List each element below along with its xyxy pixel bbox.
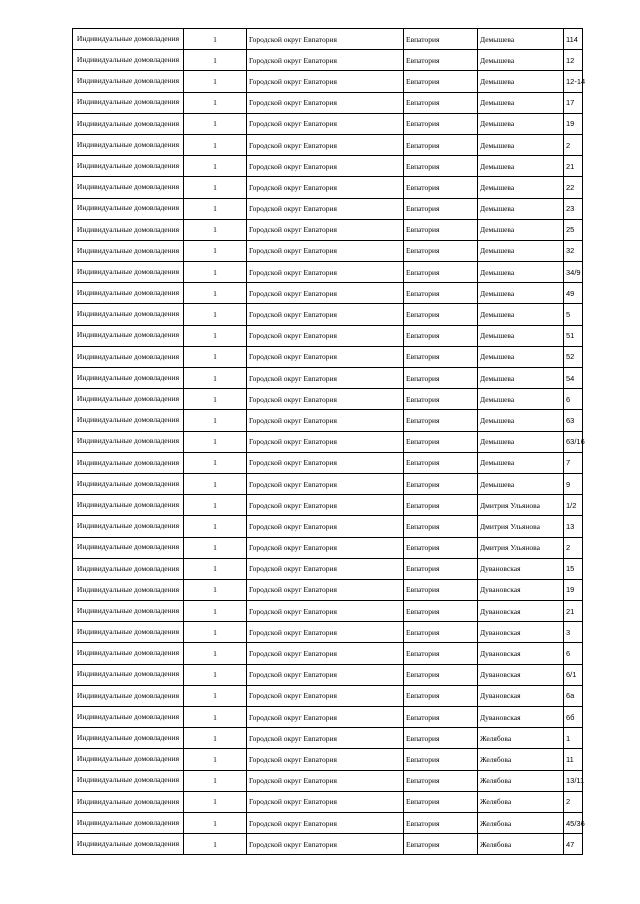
- district-cell: Городской округ Евпатория: [247, 283, 404, 304]
- count-cell: 1: [184, 240, 247, 261]
- city-cell: Евпатория: [404, 685, 478, 706]
- table-row: [73, 558, 583, 579]
- count-cell: 1: [184, 325, 247, 346]
- city-cell: Евпатория: [404, 410, 478, 431]
- table-row: [73, 325, 583, 346]
- city-cell: Евпатория: [404, 198, 478, 219]
- house-number-cell: 7: [564, 452, 583, 473]
- count-cell: 1: [184, 495, 247, 516]
- building-type-cell: Индивидуальные домовладения: [73, 601, 184, 622]
- house-number-cell: 52: [564, 346, 583, 367]
- table-row: [73, 601, 583, 622]
- table-body: [73, 29, 586, 855]
- count-cell: 1: [184, 262, 247, 283]
- street-cell: Дувановская: [478, 601, 564, 622]
- street-cell: Желябова: [478, 834, 564, 855]
- city-cell: Евпатория: [404, 495, 478, 516]
- count-cell: 1: [184, 707, 247, 728]
- house-number-cell: 19: [564, 579, 583, 600]
- district-cell: Городской округ Евпатория: [247, 749, 404, 770]
- city-cell: Евпатория: [404, 579, 478, 600]
- count-cell: 1: [184, 50, 247, 71]
- street-cell: Демышева: [478, 92, 564, 113]
- count-cell: 1: [184, 368, 247, 389]
- table-row: [73, 770, 583, 791]
- building-type-cell: Индивидуальные домовладения: [73, 156, 184, 177]
- district-cell: Городской округ Евпатория: [247, 431, 404, 452]
- table-row: [73, 113, 583, 134]
- district-cell: Городской округ Евпатория: [247, 643, 404, 664]
- district-cell: Городской округ Евпатория: [247, 834, 404, 855]
- building-type-cell: Индивидуальные домовладения: [73, 664, 184, 685]
- house-number-cell: 15: [564, 558, 583, 579]
- building-type-cell: Индивидуальные домовладения: [73, 685, 184, 706]
- city-cell: Евпатория: [404, 601, 478, 622]
- building-type-cell: Индивидуальные домовладения: [73, 240, 184, 261]
- district-cell: Городской округ Евпатория: [247, 113, 404, 134]
- city-cell: Евпатория: [404, 368, 478, 389]
- house-number-cell: 45/36: [564, 812, 583, 833]
- building-type-cell: Индивидуальные домовладения: [73, 325, 184, 346]
- city-cell: Евпатория: [404, 452, 478, 473]
- street-cell: Дмитрия Ульянова: [478, 516, 564, 537]
- street-cell: Демышева: [478, 346, 564, 367]
- table-row: [73, 834, 583, 855]
- house-number-cell: 6: [564, 643, 583, 664]
- street-cell: Демышева: [478, 134, 564, 155]
- table-row: [73, 177, 583, 198]
- count-cell: 1: [184, 791, 247, 812]
- city-cell: Евпатория: [404, 134, 478, 155]
- table-row: [73, 685, 583, 706]
- count-cell: 1: [184, 728, 247, 749]
- district-cell: Городской округ Евпатория: [247, 516, 404, 537]
- house-number-cell: 22: [564, 177, 583, 198]
- count-cell: 1: [184, 71, 247, 92]
- street-cell: Желябова: [478, 770, 564, 791]
- street-cell: Дувановская: [478, 579, 564, 600]
- street-cell: Дувановская: [478, 707, 564, 728]
- house-number-cell: 13: [564, 516, 583, 537]
- building-type-cell: Индивидуальные домовладения: [73, 537, 184, 558]
- count-cell: 1: [184, 643, 247, 664]
- table-row: [73, 71, 583, 92]
- building-type-cell: Индивидуальные домовладения: [73, 707, 184, 728]
- city-cell: Евпатория: [404, 219, 478, 240]
- house-number-cell: 11: [564, 749, 583, 770]
- street-cell: Дувановская: [478, 664, 564, 685]
- count-cell: 1: [184, 812, 247, 833]
- district-cell: Городской округ Евпатория: [247, 304, 404, 325]
- street-cell: Демышева: [478, 177, 564, 198]
- house-number-cell: 114: [564, 29, 583, 50]
- building-type-cell: Индивидуальные домовладения: [73, 473, 184, 494]
- count-cell: 1: [184, 834, 247, 855]
- street-cell: Демышева: [478, 431, 564, 452]
- count-cell: 1: [184, 92, 247, 113]
- count-cell: 1: [184, 537, 247, 558]
- city-cell: Евпатория: [404, 50, 478, 71]
- house-number-cell: 19: [564, 113, 583, 134]
- street-cell: Демышева: [478, 262, 564, 283]
- city-cell: Евпатория: [404, 770, 478, 791]
- building-type-cell: Индивидуальные домовладения: [73, 812, 184, 833]
- house-number-cell: 13/11: [564, 770, 583, 791]
- building-type-cell: Индивидуальные домовладения: [73, 198, 184, 219]
- count-cell: 1: [184, 558, 247, 579]
- city-cell: Евпатория: [404, 749, 478, 770]
- city-cell: Евпатория: [404, 71, 478, 92]
- building-type-cell: Индивидуальные домовладения: [73, 29, 184, 50]
- table-row: [73, 134, 583, 155]
- city-cell: Евпатория: [404, 177, 478, 198]
- street-cell: Демышева: [478, 389, 564, 410]
- building-type-cell: Индивидуальные домовладения: [73, 579, 184, 600]
- street-cell: Дувановская: [478, 558, 564, 579]
- building-type-cell: Индивидуальные домовладения: [73, 113, 184, 134]
- street-cell: Дувановская: [478, 685, 564, 706]
- building-type-cell: Индивидуальные домовладения: [73, 368, 184, 389]
- count-cell: 1: [184, 219, 247, 240]
- street-cell: Демышева: [478, 113, 564, 134]
- building-type-cell: Индивидуальные домовладения: [73, 304, 184, 325]
- district-cell: Городской округ Евпатория: [247, 812, 404, 833]
- city-cell: Евпатория: [404, 812, 478, 833]
- count-cell: 1: [184, 346, 247, 367]
- street-cell: Дмитрия Ульянова: [478, 537, 564, 558]
- count-cell: 1: [184, 431, 247, 452]
- building-type-cell: Индивидуальные домовладения: [73, 389, 184, 410]
- house-number-cell: 51: [564, 325, 583, 346]
- city-cell: Евпатория: [404, 791, 478, 812]
- street-cell: Демышева: [478, 29, 564, 50]
- house-number-cell: 6/1: [564, 664, 583, 685]
- table-row: [73, 579, 583, 600]
- house-number-cell: 34/9: [564, 262, 583, 283]
- count-cell: 1: [184, 29, 247, 50]
- district-cell: Городской округ Евпатория: [247, 664, 404, 685]
- count-cell: 1: [184, 664, 247, 685]
- house-number-cell: 2: [564, 134, 583, 155]
- building-type-cell: Индивидуальные домовладения: [73, 622, 184, 643]
- district-cell: Городской округ Евпатория: [247, 346, 404, 367]
- district-cell: Городской округ Евпатория: [247, 198, 404, 219]
- table-row: [73, 92, 583, 113]
- house-number-cell: 21: [564, 601, 583, 622]
- city-cell: Евпатория: [404, 664, 478, 685]
- table-row: [73, 537, 583, 558]
- district-cell: Городской округ Евпатория: [247, 240, 404, 261]
- district-cell: Городской округ Евпатория: [247, 92, 404, 113]
- city-cell: Евпатория: [404, 262, 478, 283]
- building-type-cell: Индивидуальные домовладения: [73, 495, 184, 516]
- house-number-cell: 5: [564, 304, 583, 325]
- building-type-cell: Индивидуальные домовладения: [73, 177, 184, 198]
- count-cell: 1: [184, 177, 247, 198]
- count-cell: 1: [184, 410, 247, 431]
- table-row: [73, 29, 583, 50]
- city-cell: Евпатория: [404, 516, 478, 537]
- house-number-cell: 2: [564, 791, 583, 812]
- street-cell: Дмитрия Ульянова: [478, 495, 564, 516]
- building-type-cell: Индивидуальные домовладения: [73, 749, 184, 770]
- district-cell: Городской округ Евпатория: [247, 50, 404, 71]
- table-row: [73, 198, 583, 219]
- street-cell: Желябова: [478, 749, 564, 770]
- street-cell: Демышева: [478, 452, 564, 473]
- count-cell: 1: [184, 452, 247, 473]
- table-row: [73, 50, 583, 71]
- house-number-cell: 6б: [564, 707, 583, 728]
- building-type-cell: Индивидуальные домовладения: [73, 283, 184, 304]
- street-cell: Демышева: [478, 156, 564, 177]
- count-cell: 1: [184, 749, 247, 770]
- street-cell: Дувановская: [478, 622, 564, 643]
- building-type-cell: Индивидуальные домовладения: [73, 558, 184, 579]
- count-cell: 1: [184, 389, 247, 410]
- table-row: [73, 262, 583, 283]
- district-cell: Городской округ Евпатория: [247, 71, 404, 92]
- street-cell: Демышева: [478, 219, 564, 240]
- city-cell: Евпатория: [404, 558, 478, 579]
- district-cell: Городской округ Евпатория: [247, 537, 404, 558]
- building-type-cell: Индивидуальные домовладения: [73, 262, 184, 283]
- building-type-cell: Индивидуальные домовладения: [73, 410, 184, 431]
- table-row: [73, 728, 583, 749]
- city-cell: Евпатория: [404, 707, 478, 728]
- count-cell: 1: [184, 156, 247, 177]
- building-type-cell: Индивидуальные домовладения: [73, 791, 184, 812]
- city-cell: Евпатория: [404, 156, 478, 177]
- house-number-cell: 12-14: [564, 71, 583, 92]
- city-cell: Евпатория: [404, 113, 478, 134]
- count-cell: 1: [184, 304, 247, 325]
- building-type-cell: Индивидуальные домовладения: [73, 643, 184, 664]
- table-row: [73, 452, 583, 473]
- city-cell: Евпатория: [404, 643, 478, 664]
- house-number-cell: 21: [564, 156, 583, 177]
- district-cell: Городской округ Евпатория: [247, 770, 404, 791]
- street-cell: Демышева: [478, 473, 564, 494]
- table-row: [73, 219, 583, 240]
- table-row: [73, 304, 583, 325]
- house-number-cell: 23: [564, 198, 583, 219]
- building-type-cell: Индивидуальные домовладения: [73, 728, 184, 749]
- district-cell: Городской округ Евпатория: [247, 495, 404, 516]
- count-cell: 1: [184, 134, 247, 155]
- building-type-cell: Индивидуальные домовладения: [73, 50, 184, 71]
- district-cell: Городской округ Евпатория: [247, 579, 404, 600]
- house-number-cell: 25: [564, 219, 583, 240]
- house-number-cell: 47: [564, 834, 583, 855]
- street-cell: Дувановская: [478, 643, 564, 664]
- city-cell: Евпатория: [404, 728, 478, 749]
- street-cell: Демышева: [478, 50, 564, 71]
- table-row: [73, 643, 583, 664]
- street-cell: Желябова: [478, 728, 564, 749]
- district-cell: Городской округ Евпатория: [247, 156, 404, 177]
- table-row: [73, 346, 583, 367]
- table-row: [73, 495, 583, 516]
- city-cell: Евпатория: [404, 240, 478, 261]
- district-cell: Городской округ Евпатория: [247, 622, 404, 643]
- table-row: [73, 516, 583, 537]
- district-cell: Городской округ Евпатория: [247, 707, 404, 728]
- house-number-cell: 63/16: [564, 431, 583, 452]
- building-type-cell: Индивидуальные домовладения: [73, 834, 184, 855]
- district-cell: Городской округ Евпатория: [247, 410, 404, 431]
- count-cell: 1: [184, 283, 247, 304]
- count-cell: 1: [184, 770, 247, 791]
- city-cell: Евпатория: [404, 304, 478, 325]
- house-number-cell: 49: [564, 283, 583, 304]
- district-cell: Городской округ Евпатория: [247, 29, 404, 50]
- count-cell: 1: [184, 198, 247, 219]
- count-cell: 1: [184, 113, 247, 134]
- street-cell: Демышева: [478, 283, 564, 304]
- street-cell: Желябова: [478, 812, 564, 833]
- district-cell: Городской округ Евпатория: [247, 262, 404, 283]
- city-cell: Евпатория: [404, 92, 478, 113]
- building-type-cell: Индивидуальные домовладения: [73, 219, 184, 240]
- count-cell: 1: [184, 622, 247, 643]
- district-cell: Городской округ Евпатория: [247, 728, 404, 749]
- house-number-cell: 12: [564, 50, 583, 71]
- district-cell: Городской округ Евпатория: [247, 325, 404, 346]
- city-cell: Евпатория: [404, 537, 478, 558]
- street-cell: Демышева: [478, 410, 564, 431]
- house-number-cell: 6: [564, 389, 583, 410]
- table-row: [73, 389, 583, 410]
- count-cell: 1: [184, 601, 247, 622]
- street-cell: Демышева: [478, 240, 564, 261]
- house-number-cell: 17: [564, 92, 583, 113]
- table-row: [73, 368, 583, 389]
- building-type-cell: Индивидуальные домовладения: [73, 452, 184, 473]
- table-row: [73, 749, 583, 770]
- district-cell: Городской округ Евпатория: [247, 558, 404, 579]
- street-cell: Демышева: [478, 198, 564, 219]
- city-cell: Евпатория: [404, 834, 478, 855]
- city-cell: Евпатория: [404, 389, 478, 410]
- district-cell: Городской округ Евпатория: [247, 219, 404, 240]
- table-row: [73, 410, 583, 431]
- table-row: [73, 622, 583, 643]
- house-number-cell: 63: [564, 410, 583, 431]
- street-cell: Демышева: [478, 71, 564, 92]
- city-cell: Евпатория: [404, 283, 478, 304]
- city-cell: Евпатория: [404, 473, 478, 494]
- count-cell: 1: [184, 473, 247, 494]
- district-cell: Городской округ Евпатория: [247, 473, 404, 494]
- district-cell: Городской округ Евпатория: [247, 601, 404, 622]
- house-number-cell: 9: [564, 473, 583, 494]
- district-cell: Городской округ Евпатория: [247, 791, 404, 812]
- house-number-cell: 1/2: [564, 495, 583, 516]
- district-cell: Городской округ Евпатория: [247, 368, 404, 389]
- building-type-cell: Индивидуальные домовладения: [73, 134, 184, 155]
- street-cell: Демышева: [478, 368, 564, 389]
- city-cell: Евпатория: [404, 325, 478, 346]
- count-cell: 1: [184, 516, 247, 537]
- building-type-cell: Индивидуальные домовладения: [73, 516, 184, 537]
- city-cell: Евпатория: [404, 431, 478, 452]
- city-cell: Евпатория: [404, 29, 478, 50]
- district-cell: Городской округ Евпатория: [247, 177, 404, 198]
- district-cell: Городской округ Евпатория: [247, 452, 404, 473]
- table-row: [73, 707, 583, 728]
- house-number-cell: 6а: [564, 685, 583, 706]
- table-row: [73, 791, 583, 812]
- street-cell: Желябова: [478, 791, 564, 812]
- building-type-cell: Индивидуальные домовладения: [73, 770, 184, 791]
- house-number-cell: 3: [564, 622, 583, 643]
- count-cell: 1: [184, 579, 247, 600]
- street-cell: Демышева: [478, 304, 564, 325]
- building-type-cell: Индивидуальные домовладения: [73, 346, 184, 367]
- district-cell: Городской округ Евпатория: [247, 134, 404, 155]
- district-cell: Городской округ Евпатория: [247, 389, 404, 410]
- city-cell: Евпатория: [404, 346, 478, 367]
- building-type-cell: Индивидуальные домовладения: [73, 92, 184, 113]
- city-cell: Евпатория: [404, 622, 478, 643]
- table-row: [73, 812, 583, 833]
- table-row: [73, 283, 583, 304]
- house-number-cell: 54: [564, 368, 583, 389]
- count-cell: 1: [184, 685, 247, 706]
- table-row: [73, 473, 583, 494]
- table-row: [73, 240, 583, 261]
- table-row: [73, 664, 583, 685]
- street-cell: Демышева: [478, 325, 564, 346]
- table-row: [73, 156, 583, 177]
- district-cell: Городской округ Евпатория: [247, 685, 404, 706]
- building-type-cell: Индивидуальные домовладения: [73, 71, 184, 92]
- table-row: [73, 431, 583, 452]
- house-number-cell: 2: [564, 537, 583, 558]
- house-number-cell: 32: [564, 240, 583, 261]
- building-type-cell: Индивидуальные домовладения: [73, 431, 184, 452]
- house-number-cell: 1: [564, 728, 583, 749]
- address-table: [72, 28, 586, 855]
